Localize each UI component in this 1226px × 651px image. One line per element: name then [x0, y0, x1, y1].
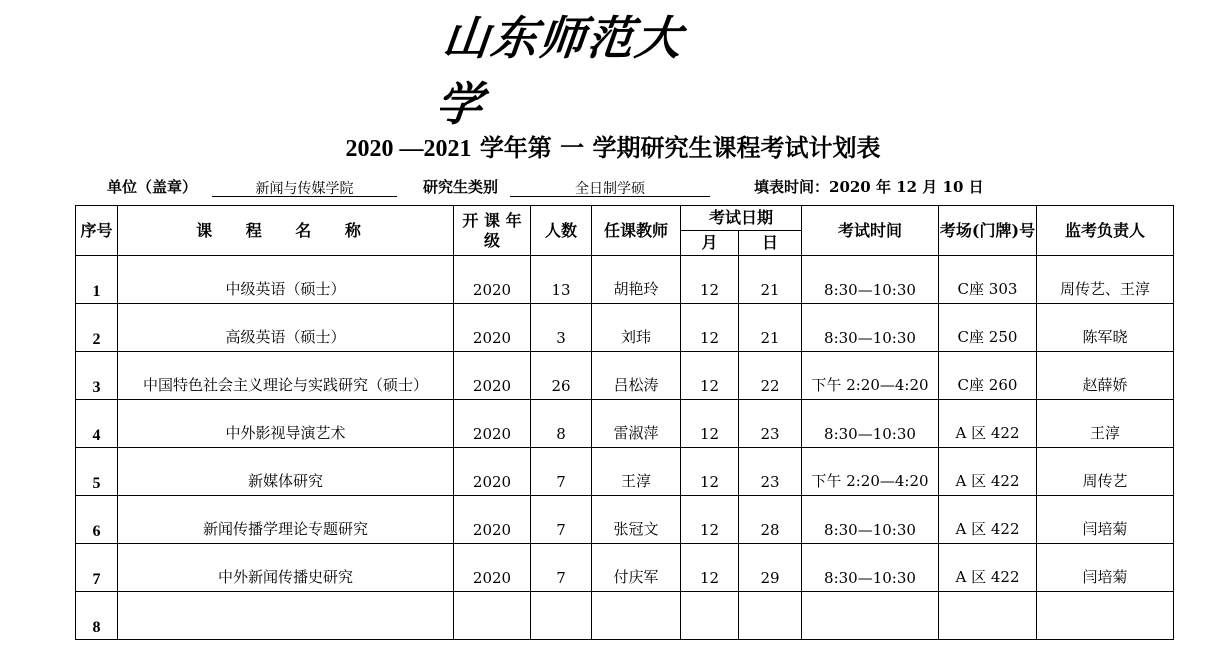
cell-day [739, 592, 802, 640]
cell-room: A 区 422 [939, 496, 1037, 544]
cell-proctor [1037, 592, 1174, 640]
cell-year: 2020 [454, 448, 531, 496]
header-month: 月 [681, 231, 739, 256]
cell-room: A 区 422 [939, 448, 1037, 496]
cell-proctor: 闫培菊 [1037, 544, 1174, 592]
cell-year: 2020 [454, 400, 531, 448]
table-row [76, 256, 1174, 304]
table-row [76, 304, 1174, 352]
table-row [76, 352, 1174, 400]
cell-room [939, 592, 1037, 640]
unit-label: 单位（盖章） [107, 178, 198, 196]
header-time: 考试时间 [802, 206, 939, 256]
cell-month: 12 [681, 448, 739, 496]
cell-count: 26 [531, 352, 592, 400]
cell-proctor: 周传艺、王淳 [1037, 256, 1174, 304]
cell-seq: 8 [76, 592, 118, 640]
cell-teacher: 王淳 [592, 448, 681, 496]
cell-seq: 3 [76, 352, 118, 400]
table-row [76, 544, 1174, 592]
cell-count: 13 [531, 256, 592, 304]
logo-text: 山东师范大学 [433, 11, 686, 131]
cell-month [681, 592, 739, 640]
cell-time [802, 592, 939, 640]
cell-year: 2020 [454, 352, 531, 400]
cell-course: 中级英语（硕士） [118, 256, 454, 304]
cell-year: 2020 [454, 544, 531, 592]
cell-time: 下午 2:20—4:20 [802, 448, 939, 496]
cell-day: 21 [739, 256, 802, 304]
cell-month: 12 [681, 496, 739, 544]
cell-course: 中国特色社会主义理论与实践研究（硕士） [118, 352, 454, 400]
cell-time: 下午 2:20—4:20 [802, 352, 939, 400]
cell-month: 12 [681, 304, 739, 352]
cell-room: A 区 422 [939, 544, 1037, 592]
cell-time: 8:30—10:30 [802, 256, 939, 304]
cell-month: 12 [681, 352, 739, 400]
cell-day: 23 [739, 448, 802, 496]
cell-day: 29 [739, 544, 802, 592]
page-title [0, 128, 1226, 163]
cell-count [531, 592, 592, 640]
cell-seq: 4 [76, 400, 118, 448]
cell-course: 高级英语（硕士） [118, 304, 454, 352]
table-row [76, 400, 1174, 448]
cell-day: 22 [739, 352, 802, 400]
header-proctor: 监考负责人 [1037, 206, 1174, 256]
cell-proctor: 王淳 [1037, 400, 1174, 448]
cell-course [118, 592, 454, 640]
fill-date: 填表时间：2020 年 12 月 10 日 [754, 178, 984, 196]
cell-month: 12 [681, 400, 739, 448]
cell-proctor: 周传艺 [1037, 448, 1174, 496]
cell-year: 2020 [454, 256, 531, 304]
cell-proctor: 陈军晓 [1037, 304, 1174, 352]
cell-time: 8:30—10:30 [802, 304, 939, 352]
header-course: 课 程 名 称 [118, 206, 454, 256]
cell-count: 7 [531, 448, 592, 496]
cell-teacher: 刘玮 [592, 304, 681, 352]
header-teacher: 任课教师 [592, 206, 681, 256]
cell-teacher: 张冠文 [592, 496, 681, 544]
category-label: 研究生类别 [423, 178, 499, 196]
category-value: 全日制学硕 [510, 178, 710, 197]
cell-month: 12 [681, 544, 739, 592]
exam-schedule-table [75, 205, 1174, 640]
cell-teacher: 吕松涛 [592, 352, 681, 400]
cell-room: A 区 422 [939, 400, 1037, 448]
cell-year: 2020 [454, 304, 531, 352]
cell-count: 8 [531, 400, 592, 448]
cell-count: 7 [531, 544, 592, 592]
cell-proctor: 赵薛娇 [1037, 352, 1174, 400]
cell-year: 2020 [454, 496, 531, 544]
cell-day: 21 [739, 304, 802, 352]
header-exam-date: 考试日期 [681, 206, 802, 231]
cell-teacher [592, 592, 681, 640]
cell-time: 8:30—10:30 [802, 400, 939, 448]
cell-seq: 6 [76, 496, 118, 544]
cell-seq: 5 [76, 448, 118, 496]
cell-room: C座 260 [939, 352, 1037, 400]
cell-room: C座 303 [939, 256, 1037, 304]
title-year: 2020 —2021 [345, 136, 472, 162]
cell-course: 新媒体研究 [118, 448, 454, 496]
cell-room: C座 250 [939, 304, 1037, 352]
cell-seq: 1 [76, 256, 118, 304]
header-day: 日 [739, 231, 802, 256]
cell-seq: 7 [76, 544, 118, 592]
header-count: 人数 [531, 206, 592, 256]
cell-course: 中外影视导演艺术 [118, 400, 454, 448]
unit-value: 新闻与传媒学院 [212, 178, 397, 197]
title-rest: 学年第 一 学期研究生课程考试计划表 [479, 133, 881, 162]
cell-time: 8:30—10:30 [802, 496, 939, 544]
cell-month: 12 [681, 256, 739, 304]
cell-seq: 2 [76, 304, 118, 352]
cell-proctor: 闫培菊 [1037, 496, 1174, 544]
cell-time: 8:30—10:30 [802, 544, 939, 592]
table-row [76, 592, 1174, 640]
header-seq: 序号 [76, 206, 118, 256]
cell-course: 新闻传播学理论专题研究 [118, 496, 454, 544]
cell-day: 28 [739, 496, 802, 544]
cell-count: 7 [531, 496, 592, 544]
header-room: 考场(门牌)号 [939, 206, 1037, 256]
cell-teacher: 胡艳玲 [592, 256, 681, 304]
table-row [76, 496, 1174, 544]
cell-count: 3 [531, 304, 592, 352]
cell-teacher: 付庆军 [592, 544, 681, 592]
cell-teacher: 雷淑萍 [592, 400, 681, 448]
cell-year [454, 592, 531, 640]
header-year: 开 课 年 级 [454, 206, 531, 256]
table-row [76, 448, 1174, 496]
university-logo [433, 11, 710, 131]
cell-day: 23 [739, 400, 802, 448]
cell-course: 中外新闻传播史研究 [118, 544, 454, 592]
